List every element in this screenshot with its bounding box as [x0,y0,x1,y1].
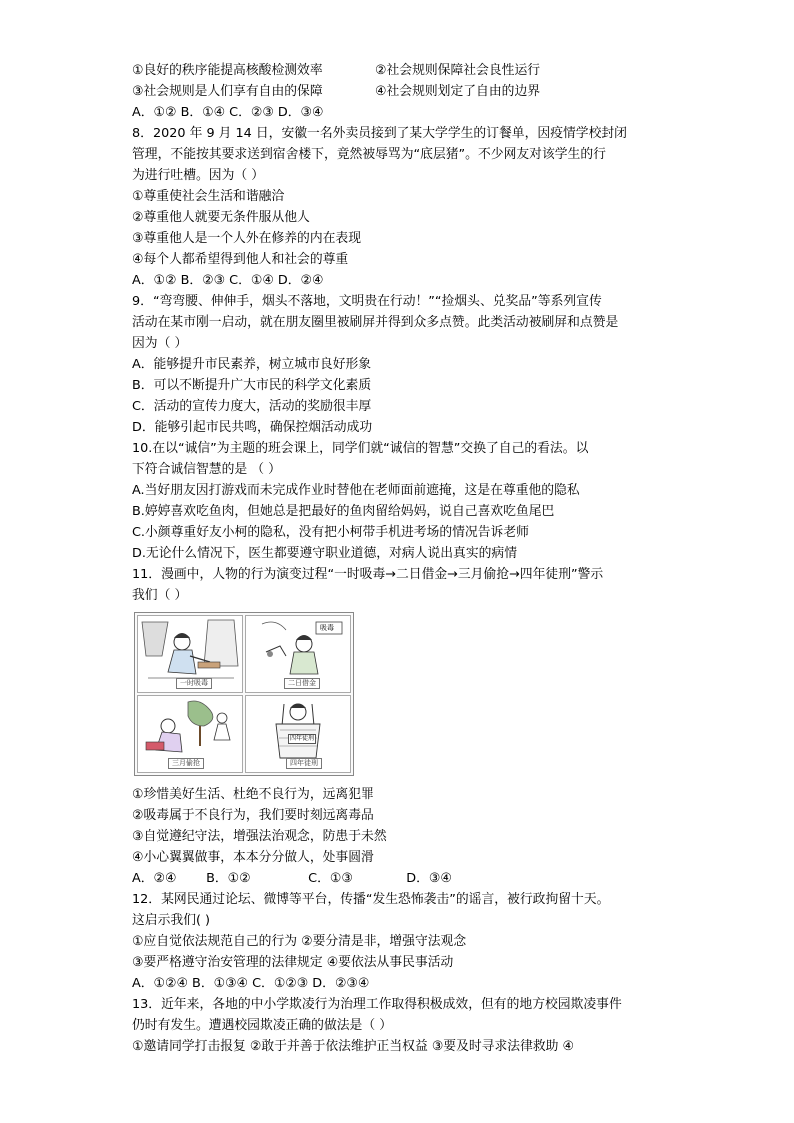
q7-choices: A．①② B．①④ C．②③ D．③④ [132,105,324,120]
comic-panel-2-sign: 吸毒 [320,624,334,632]
q9-option-a: A．能够提升市民素养，树立城市良好形象 [132,357,372,372]
q7-options-row1 [132,60,672,81]
q9-stem-line2: 活动在某市刚一启动，就在朋友圈里被刷屏并得到众多点赞。此类活动被刷屏和点赞是 [132,315,619,330]
q9-option-c: C．活动的宣传力度大，活动的奖励很丰厚 [132,399,372,414]
comic-panel-1-caption: 一时吸毒 [176,678,212,689]
comic-panel-2-caption: 二日借金 [284,678,320,689]
q8-option-3: ③尊重他人是一个人外在修养的内在表现 [132,231,362,246]
q12-options-3-4: ③要严格遵守治安管理的法律规定 ④要依法从事民事活动 [132,955,454,970]
q7-option-2: ②社会规则保障社会良性运行 [375,63,541,78]
q10-option-a: A.当好朋友因打游戏而未完成作业时替他在老师面前遮掩，这是在尊重他的隐私 [132,483,580,498]
q9-stem-line1: 9．“弯弯腰、伸伸手，烟头不落地，文明贵在行动！”“捡烟头、兑奖品”等系列宣传 [132,294,602,309]
q11-option-2: ②吸毒属于不良行为，我们要时刻远离毒品 [132,808,374,823]
q9-option-b: B．可以不断提升广大市民的科学文化素质 [132,378,372,393]
comic-illustration [134,612,354,776]
comic-panel-4 [245,695,351,773]
q12-stem-line2: 这启示我们( ) [132,913,211,928]
q11-option-3: ③自觉遵纪守法，增强法治观念，防患于未然 [132,829,387,844]
comic-panel-3 [137,695,243,773]
q10-option-b: B.婷婷喜欢吃鱼肉，但她总是把最好的鱼肉留给妈妈，说自己喜欢吃鱼尾巴 [132,504,555,519]
q11-choice-d: D．③④ [406,871,452,886]
q7-option-3: ③社会规则是人们享有自由的保障 [132,84,323,99]
q9-option-d: D．能够引起市民共鸣，确保控烟活动成功 [132,420,373,435]
q7-options-row2 [132,81,672,102]
comic-panel-4-caption: 四年徒刑 [286,758,322,769]
q8-option-4: ④每个人都希望得到他人和社会的尊重 [132,252,349,267]
q13-stem-line1: 13．近年来，各地的中小学欺凌行为治理工作取得积极成效，但有的地方校园欺凌事件 [132,997,622,1012]
comic-panel-4-box-label: 四年徒刑 [290,735,315,742]
q8-choices: A．①② B．②③ C．①④ D．②④ [132,273,324,288]
q12-options-1-2: ①应自觉依法规范自己的行为 ②要分清是非，增强守法观念 [132,934,467,949]
q7-option-1: ①良好的秩序能提高核酸检测效率 [132,63,323,78]
q11-option-1: ①珍惜美好生活、杜绝不良行为，远离犯罪 [132,787,374,802]
q11-stem-line2: 我们（ ） [132,588,188,603]
q10-stem-line1: 10.在以“诚信”为主题的班会课上，同学们就“诚信的智慧”交换了自己的看法。以 [132,441,589,456]
q11-option-4: ④小心翼翼做事，本本分分做人，处事圆滑 [132,850,374,865]
q8-stem-line3: 为进行吐槽。因为（ ） [132,168,265,183]
q8-option-1: ①尊重使社会生活和谐融洽 [132,189,285,204]
q7-option-4: ④社会规则划定了自由的边界 [375,84,541,99]
q9-stem-line3: 因为（ ） [132,336,188,351]
q8-stem-line1: 8．2020 年 9 月 14 日，安徽一名外卖员接到了某大学学生的订餐单，因疫情学校封闭 [132,126,627,141]
exam-page [132,60,672,1057]
q10-option-c: C.小颜尊重好友小柯的隐私，没有把小柯带手机进考场的情况告诉老师 [132,525,529,540]
q11-choice-c: C．①③ [308,871,353,886]
q13-stem-line2: 仍时有发生。遭遇校园欺凌正确的做法是（ ） [132,1018,393,1033]
q12-choices: A．①②④ B．①③④ C．①②③ D．②③④ [132,976,370,991]
q10-option-d: D.无论什么情况下，医生都要遵守职业道德，对病人说出真实的病情 [132,546,518,561]
q8-option-2: ②尊重他人就要无条件服从他人 [132,210,310,225]
q11-choice-b: B．①② [206,871,251,886]
q11-choices [132,868,672,889]
comic-panel-3-caption: 三月偷抢 [168,758,204,769]
q11-choice-a: A．②④ [132,871,177,886]
q10-stem-line2: 下符合诚信智慧的是 （ ） [132,462,281,477]
q11-stem-line1: 11．漫画中，人物的行为演变过程“一时吸毒→二日借金→三月偷抢→四年徒刑”警示 [132,567,604,582]
q8-stem-line2: 管理，不能按其要求送到宿舍楼下，竟然被辱骂为“底层猪”。不少网友对该学生的行 [132,147,606,162]
comic-panel-1 [137,615,243,693]
q12-stem-line1: 12．某网民通过论坛、微博等平台，传播“发生恐怖袭击”的谣言，被行政拘留十天。 [132,892,610,907]
q13-options: ①邀请同学打击报复 ②敢于并善于依法维护正当权益 ③要及时寻求法律救助 ④ [132,1039,574,1054]
comic-panel-2 [245,615,351,693]
